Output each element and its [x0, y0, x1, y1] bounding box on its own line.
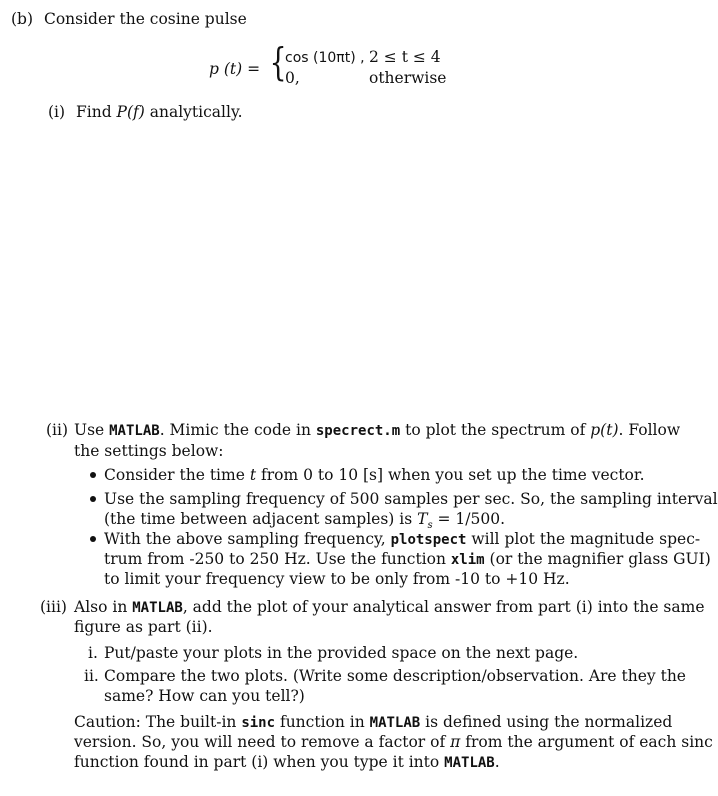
math-symbol: t — [249, 466, 257, 484]
part-iii-line2: figure as part (ii). — [74, 618, 213, 636]
matlab-keyword: MATLAB — [132, 600, 183, 616]
filename-code: specrect.m — [315, 423, 401, 439]
bullet-3-line2 — [104, 549, 711, 570]
bullet-text: With the above sampling frequency, — [104, 530, 391, 548]
bullet-text: = 1/500. — [432, 510, 506, 528]
equation-case1-condition: 2 ≤ t ≤ 4 — [369, 48, 441, 66]
equation-lhs: p (t) = — [209, 60, 261, 78]
caution-text: version. So, you will need to remove a factor of — [74, 733, 451, 751]
part-iii-label: (iii) — [40, 598, 67, 616]
part-ii-text: . Mimic the code in — [159, 421, 316, 439]
equation-brace: { — [269, 40, 287, 84]
bullet-text: will plot the magnitude spec- — [466, 530, 701, 548]
caution-line2 — [74, 732, 713, 752]
part-i-line — [48, 102, 243, 122]
bullet-text: from 0 to 10 [s] when you set up the time vector. — [256, 466, 645, 484]
equation-case1-expr: cos (10πt) , — [285, 50, 365, 66]
bullet-dot — [90, 496, 96, 502]
part-i-label: (i) — [48, 103, 66, 121]
caution-text: function found in part (i) when you type it into — [74, 753, 445, 771]
part-ii-label: (ii) — [46, 421, 69, 439]
bullet-text: (the time between adjacent samples) is — [104, 510, 418, 528]
caution-text: . — [494, 753, 500, 771]
math-symbol: T — [417, 510, 428, 528]
part-iii-line1 — [74, 597, 705, 618]
bullet-dot — [90, 536, 96, 542]
function-code: sinc — [241, 715, 276, 731]
bullet-2-line1: Use the sampling frequency of 500 samples per sec. So, the sampling interval — [104, 490, 718, 508]
matlab-keyword: MATLAB — [109, 423, 160, 439]
item-ii-label: ii. — [84, 667, 99, 685]
bullet-3-line3: to limit your frequency view to be only from -10 to +10 Hz. — [104, 570, 570, 588]
part-b-heading — [11, 9, 247, 29]
part-i-symbol: P(f) — [116, 103, 145, 121]
bullet-3-line1 — [104, 529, 700, 550]
part-b-text: Consider the cosine pulse — [43, 10, 247, 28]
part-b-label: (b) — [11, 10, 34, 28]
caution-text: from the argument of each sinc — [460, 733, 713, 751]
bullet-text: Consider the time — [104, 466, 250, 484]
item-i-label: i. — [88, 644, 98, 662]
bullet-text: trum from -250 to 250 Hz. Use the function — [104, 550, 451, 568]
caution-line3 — [74, 752, 500, 773]
math-subscript: s — [427, 520, 433, 532]
matlab-keyword: MATLAB — [369, 715, 421, 731]
part-ii-text: to plot the spectrum of — [400, 421, 591, 439]
part-i-suffix: analytically. — [144, 103, 243, 121]
part-ii-text: Use — [74, 421, 110, 439]
item-ii-line1: Compare the two plots. (Write some description/observation. Are they the — [104, 667, 686, 685]
function-code: plotspect — [390, 532, 467, 548]
bullet-1-line1 — [104, 465, 645, 485]
function-code: xlim — [450, 552, 485, 568]
math-symbol: π — [450, 733, 461, 751]
caution-text: function in — [275, 713, 370, 731]
part-ii-text: . Follow — [618, 421, 681, 439]
part-ii-line2: the settings below: — [74, 442, 224, 460]
bullet-dot — [90, 472, 96, 478]
caution-line1 — [74, 712, 672, 733]
bullet-text: (or the magnifier glass GUI) — [484, 550, 711, 568]
part-iii-text: , add the plot of your analytical answer from part (i) into the same — [182, 598, 705, 616]
equation-case2-condition: otherwise — [369, 69, 447, 87]
math-symbol: p(t) — [590, 421, 619, 439]
equation-case2-expr: 0, — [285, 69, 300, 87]
part-ii-line1 — [74, 420, 680, 441]
matlab-keyword: MATLAB — [444, 755, 495, 771]
item-ii-line2: same? How can you tell?) — [104, 687, 305, 705]
item-i-line1: Put/paste your plots in the provided space on the next page. — [104, 644, 579, 662]
caution-text: Caution: The built-in — [74, 713, 242, 731]
part-i-prefix: Find — [76, 103, 117, 121]
part-iii-text: Also in — [74, 598, 133, 616]
caution-text: is defined using the normalized — [420, 713, 673, 731]
